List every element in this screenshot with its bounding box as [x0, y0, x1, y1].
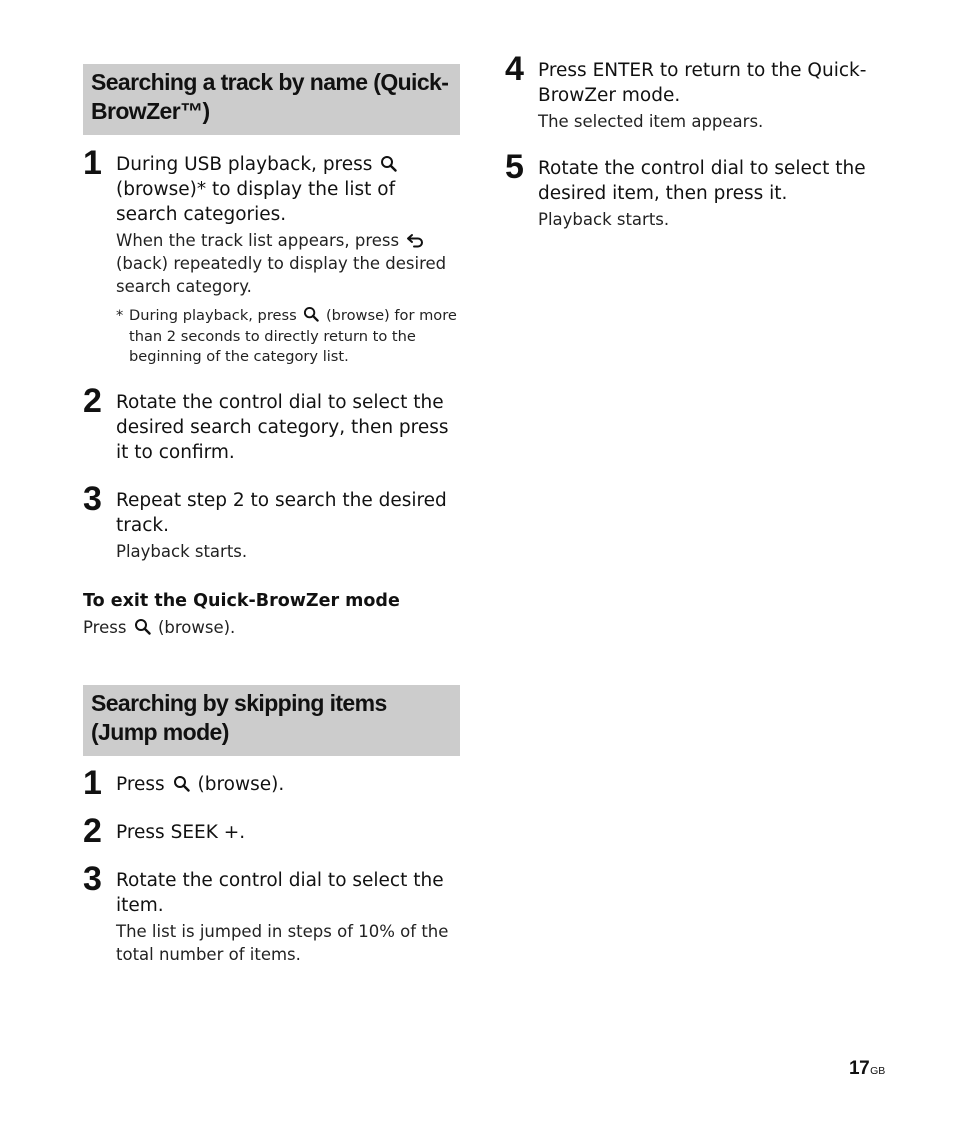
section-heading-jump-mode: Searching by skipping items (Jump mode)	[83, 685, 460, 756]
step-title-part: (browse)* to display the list of search categories.	[116, 179, 396, 225]
search-icon	[173, 775, 190, 792]
search-icon	[380, 155, 397, 172]
footnote-part: (browse) for more than 2 seconds to directly return to the beginning of the category list.	[129, 307, 457, 365]
step-desc-part: (back) repeatedly to display the desired search category.	[116, 254, 447, 296]
step-title	[116, 152, 458, 227]
step-title-part: During USB playback, press	[116, 154, 373, 175]
step-title	[116, 772, 460, 797]
exit-mode-title: To exit the Quick-BrowZer mode	[83, 591, 400, 611]
step-body	[116, 820, 460, 845]
page-number	[849, 1058, 885, 1080]
page-number-value: 17	[849, 1058, 870, 1079]
step-description: Playback starts.	[538, 210, 670, 229]
step-body	[116, 152, 458, 368]
step-number: 5	[505, 148, 523, 186]
step-title-part: Press	[116, 774, 165, 795]
step-title: Rotate the control dial to select the item.	[116, 870, 444, 916]
step-body	[538, 156, 883, 231]
section-heading-quick-browzer: Searching a track by name (Quick-BrowZer™)	[83, 64, 460, 135]
step-body	[116, 488, 460, 563]
step-body	[538, 58, 883, 133]
step-number: 3	[83, 480, 101, 518]
page-language-code: GB	[870, 1065, 886, 1077]
back-arrow-icon	[406, 233, 425, 248]
step-description	[116, 229, 458, 298]
search-icon	[134, 618, 151, 635]
step-desc-part: When the track list appears, press	[116, 231, 400, 250]
step-title: Repeat step 2 to search the desired track.	[116, 490, 447, 536]
step-body	[116, 772, 460, 797]
step-title: Press ENTER to return to the Quick-BrowZer mode.	[538, 60, 867, 106]
footnote	[116, 306, 458, 368]
step-body	[116, 868, 460, 966]
step-title: Rotate the control dial to select the desired item, then press it.	[538, 158, 866, 204]
footnote-star: *	[116, 307, 124, 324]
exit-text-part: Press	[83, 618, 127, 637]
step-number: 1	[83, 144, 101, 182]
footnote-part: During playback, press	[129, 307, 297, 324]
step-number: 2	[83, 382, 101, 420]
step-title-part: (browse).	[197, 774, 285, 795]
step-description: The list is jumped in steps of 10% of the total number of items.	[116, 922, 449, 964]
exit-mode-text	[83, 616, 235, 639]
step-body	[116, 390, 460, 465]
exit-text-part: (browse).	[157, 618, 236, 637]
search-icon	[303, 306, 319, 322]
step-number: 2	[83, 812, 101, 850]
step-title: Rotate the control dial to select the desired search category, then press it to confirm.	[116, 392, 449, 463]
step-number: 4	[505, 50, 523, 88]
step-title: Press SEEK +.	[116, 822, 246, 843]
step-description: The selected item appears.	[538, 112, 764, 131]
step-number: 3	[83, 860, 101, 898]
step-number: 1	[83, 764, 101, 802]
step-description: Playback starts.	[116, 542, 248, 561]
